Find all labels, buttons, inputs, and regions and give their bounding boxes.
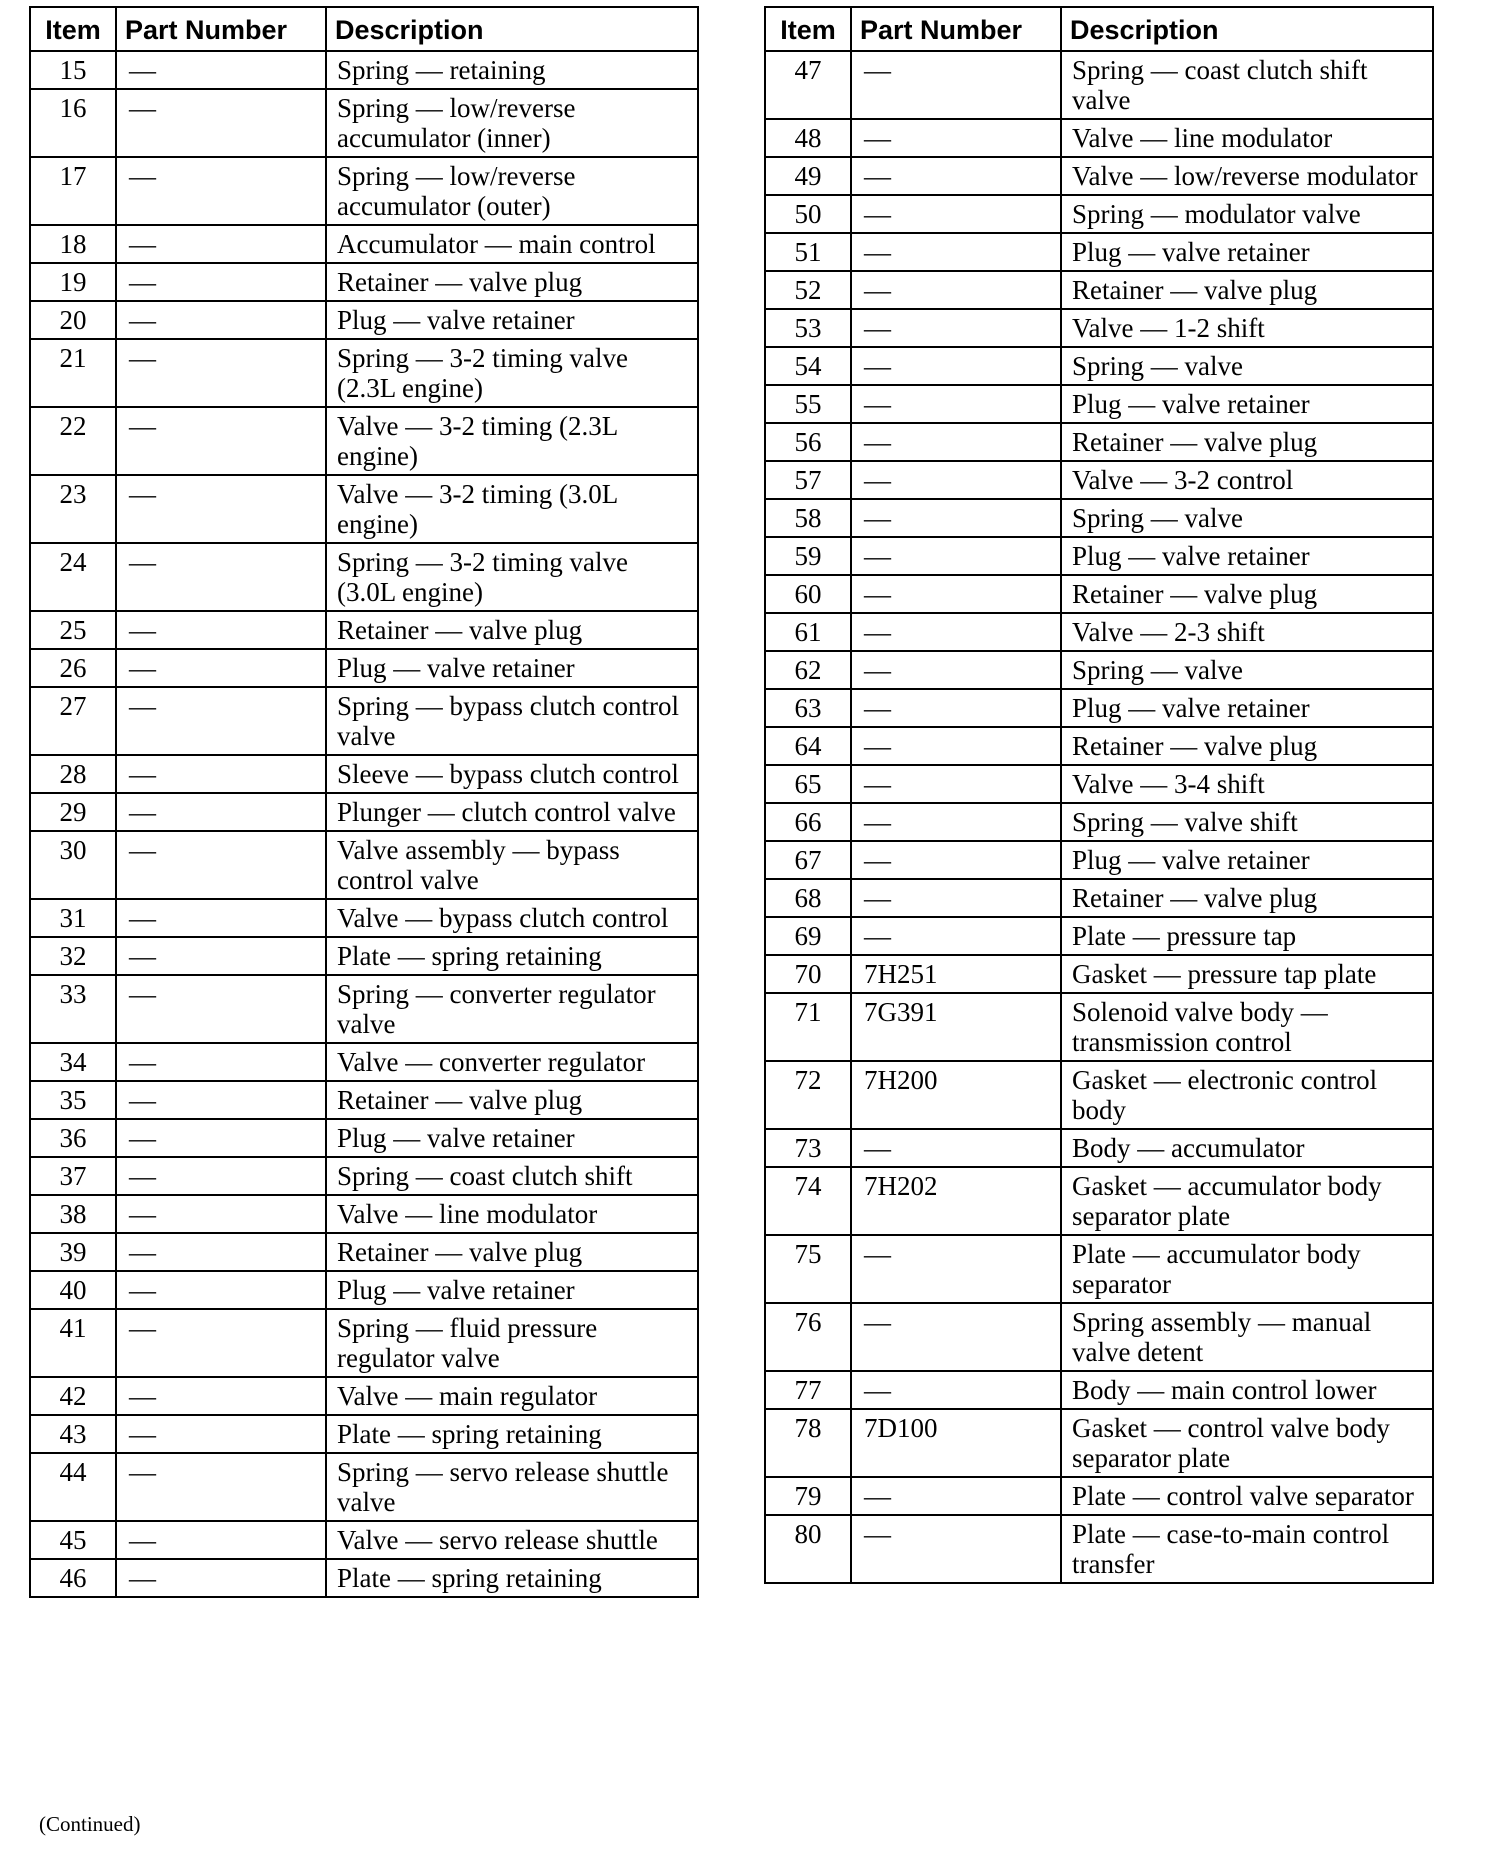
item-cell: 17: [30, 157, 116, 225]
description-cell: Plate — spring retaining: [326, 937, 698, 975]
part-number-cell: —: [116, 793, 326, 831]
item-cell: 25: [30, 611, 116, 649]
description-cell: Plug — valve retainer: [326, 649, 698, 687]
item-cell: 34: [30, 1043, 116, 1081]
item-cell: 41: [30, 1309, 116, 1377]
description-cell: Retainer — valve plug: [326, 611, 698, 649]
description-cell: Spring — retaining: [326, 51, 698, 89]
description-cell: Spring — coast clutch shift: [326, 1157, 698, 1195]
description-cell: Valve — 2-3 shift: [1061, 613, 1433, 651]
table-row: [765, 1061, 1433, 1129]
table-row: [30, 1415, 698, 1453]
part-number-cell: —: [116, 1195, 326, 1233]
description-cell: Gasket — electronic control body: [1061, 1061, 1433, 1129]
table-row: [765, 499, 1433, 537]
table-row: [765, 423, 1433, 461]
table-row: [765, 689, 1433, 727]
table-row: [30, 793, 698, 831]
item-cell: 31: [30, 899, 116, 937]
description-cell: Plate — accumulator body separator: [1061, 1235, 1433, 1303]
description-cell: Plate — case-to-main control transfer: [1061, 1515, 1433, 1583]
item-cell: 74: [765, 1167, 851, 1235]
item-cell: 37: [30, 1157, 116, 1195]
description-cell: Plug — valve retainer: [326, 1271, 698, 1309]
description-cell: Spring — valve shift: [1061, 803, 1433, 841]
item-cell: 59: [765, 537, 851, 575]
table-row: [765, 1477, 1433, 1515]
part-number-cell: —: [851, 1235, 1061, 1303]
table-row: [30, 225, 698, 263]
item-cell: 26: [30, 649, 116, 687]
description-cell: Spring — bypass clutch control valve: [326, 687, 698, 755]
item-cell: 28: [30, 755, 116, 793]
table-row: [30, 611, 698, 649]
item-cell: 78: [765, 1409, 851, 1477]
part-number-cell: —: [851, 1477, 1061, 1515]
part-number-cell: 7H202: [851, 1167, 1061, 1235]
part-number-cell: —: [116, 899, 326, 937]
table-row: [30, 687, 698, 755]
description-cell: Valve — line modulator: [326, 1195, 698, 1233]
description-cell: Plug — valve retainer: [1061, 689, 1433, 727]
part-number-cell: —: [851, 575, 1061, 613]
table-row: [30, 649, 698, 687]
table-row: [30, 339, 698, 407]
table-row: [30, 1119, 698, 1157]
item-cell: 54: [765, 347, 851, 385]
item-cell: 71: [765, 993, 851, 1061]
part-number-cell: —: [851, 917, 1061, 955]
part-number-cell: —: [116, 1453, 326, 1521]
part-number-cell: —: [851, 157, 1061, 195]
description-cell: Body — main control lower: [1061, 1371, 1433, 1409]
table-row: [765, 917, 1433, 955]
parts-table-right: [764, 6, 1434, 1584]
item-cell: 52: [765, 271, 851, 309]
part-number-cell: —: [116, 301, 326, 339]
description-cell: Spring — converter regulator valve: [326, 975, 698, 1043]
part-number-cell: —: [116, 543, 326, 611]
header-item: Item: [765, 7, 851, 51]
item-cell: 61: [765, 613, 851, 651]
part-number-cell: —: [116, 89, 326, 157]
description-cell: Spring — valve: [1061, 347, 1433, 385]
part-number-cell: —: [851, 385, 1061, 423]
description-cell: Plate — spring retaining: [326, 1559, 698, 1597]
part-number-cell: —: [851, 803, 1061, 841]
description-cell: Spring — 3-2 timing valve (2.3L engine): [326, 339, 698, 407]
part-number-cell: —: [851, 1515, 1061, 1583]
item-cell: 47: [765, 51, 851, 119]
part-number-cell: —: [116, 649, 326, 687]
header-part-number: Part Number: [851, 7, 1061, 51]
part-number-cell: —: [116, 937, 326, 975]
part-number-cell: —: [116, 831, 326, 899]
part-number-cell: —: [116, 611, 326, 649]
table-row: [30, 1309, 698, 1377]
table-row: [765, 385, 1433, 423]
table-row: [30, 1043, 698, 1081]
description-cell: Spring — low/reverse accumulator (outer): [326, 157, 698, 225]
description-cell: Plunger — clutch control valve: [326, 793, 698, 831]
part-number-cell: —: [116, 157, 326, 225]
description-cell: Retainer — valve plug: [1061, 271, 1433, 309]
item-cell: 16: [30, 89, 116, 157]
description-cell: Plug — valve retainer: [326, 1119, 698, 1157]
table-row: [765, 1409, 1433, 1477]
part-number-cell: 7G391: [851, 993, 1061, 1061]
description-cell: Retainer — valve plug: [1061, 727, 1433, 765]
table-row: [765, 119, 1433, 157]
item-cell: 32: [30, 937, 116, 975]
item-cell: 57: [765, 461, 851, 499]
part-number-cell: —: [116, 475, 326, 543]
item-cell: 77: [765, 1371, 851, 1409]
description-cell: Plug — valve retainer: [1061, 841, 1433, 879]
item-cell: 75: [765, 1235, 851, 1303]
item-cell: 23: [30, 475, 116, 543]
item-cell: 72: [765, 1061, 851, 1129]
table-row: [30, 1081, 698, 1119]
description-cell: Plate — spring retaining: [326, 1415, 698, 1453]
item-cell: 36: [30, 1119, 116, 1157]
table-row: [30, 1521, 698, 1559]
table-row: [765, 51, 1433, 119]
part-number-cell: —: [116, 1377, 326, 1415]
item-cell: 18: [30, 225, 116, 263]
table-row: [30, 89, 698, 157]
table-row: [765, 309, 1433, 347]
table-row: [765, 1235, 1433, 1303]
part-number-cell: —: [851, 233, 1061, 271]
item-cell: 60: [765, 575, 851, 613]
header-item: Item: [30, 7, 116, 51]
part-number-cell: —: [116, 1233, 326, 1271]
part-number-cell: —: [851, 537, 1061, 575]
item-cell: 48: [765, 119, 851, 157]
description-cell: Spring assembly — manual valve detent: [1061, 1303, 1433, 1371]
item-cell: 70: [765, 955, 851, 993]
part-number-cell: —: [851, 651, 1061, 689]
part-number-cell: —: [851, 1129, 1061, 1167]
part-number-cell: —: [116, 407, 326, 475]
description-cell: Body — accumulator: [1061, 1129, 1433, 1167]
part-number-cell: —: [116, 975, 326, 1043]
item-cell: 39: [30, 1233, 116, 1271]
part-number-cell: —: [851, 613, 1061, 651]
table-row: [30, 831, 698, 899]
table-row: [30, 1377, 698, 1415]
item-cell: 73: [765, 1129, 851, 1167]
part-number-cell: —: [851, 1303, 1061, 1371]
item-cell: 20: [30, 301, 116, 339]
item-cell: 53: [765, 309, 851, 347]
description-cell: Gasket — pressure tap plate: [1061, 955, 1433, 993]
part-number-cell: —: [851, 271, 1061, 309]
table-row: [765, 727, 1433, 765]
part-number-cell: —: [116, 1043, 326, 1081]
description-cell: Valve — 1-2 shift: [1061, 309, 1433, 347]
description-cell: Solenoid valve body — transmission control: [1061, 993, 1433, 1061]
part-number-cell: —: [116, 687, 326, 755]
table-row: [765, 879, 1433, 917]
item-cell: 45: [30, 1521, 116, 1559]
table-row: [765, 537, 1433, 575]
table-row: [765, 233, 1433, 271]
description-cell: Spring — servo release shuttle valve: [326, 1453, 698, 1521]
part-number-cell: —: [851, 195, 1061, 233]
part-number-cell: 7H200: [851, 1061, 1061, 1129]
table-row: [30, 263, 698, 301]
item-cell: 24: [30, 543, 116, 611]
item-cell: 49: [765, 157, 851, 195]
item-cell: 51: [765, 233, 851, 271]
item-cell: 66: [765, 803, 851, 841]
description-cell: Valve — 3-2 timing (2.3L engine): [326, 407, 698, 475]
description-cell: Valve — line modulator: [1061, 119, 1433, 157]
table-row: [765, 803, 1433, 841]
continued-note: (Continued): [39, 1812, 141, 1836]
description-cell: Gasket — control valve body separator plate: [1061, 1409, 1433, 1477]
table-row: [30, 899, 698, 937]
table-row: [30, 407, 698, 475]
table-row: [765, 955, 1433, 993]
description-cell: Spring — low/reverse accumulator (inner): [326, 89, 698, 157]
header-part-number: Part Number: [116, 7, 326, 51]
description-cell: Valve assembly — bypass control valve: [326, 831, 698, 899]
description-cell: Plate — control valve separator: [1061, 1477, 1433, 1515]
description-cell: Retainer — valve plug: [1061, 879, 1433, 917]
table-row: [30, 755, 698, 793]
item-cell: 21: [30, 339, 116, 407]
description-cell: Valve — bypass clutch control: [326, 899, 698, 937]
description-cell: Plug — valve retainer: [1061, 385, 1433, 423]
table-row: [765, 461, 1433, 499]
item-cell: 65: [765, 765, 851, 803]
description-cell: Retainer — valve plug: [326, 1233, 698, 1271]
part-number-cell: —: [116, 1559, 326, 1597]
part-number-cell: —: [851, 423, 1061, 461]
part-number-cell: —: [116, 755, 326, 793]
header-description: Description: [1061, 7, 1433, 51]
table-row: [765, 613, 1433, 651]
table-row: [765, 195, 1433, 233]
item-cell: 64: [765, 727, 851, 765]
table-row: [30, 157, 698, 225]
part-number-cell: —: [851, 347, 1061, 385]
table-row: [30, 1453, 698, 1521]
part-number-cell: 7H251: [851, 955, 1061, 993]
description-cell: Plug — valve retainer: [1061, 537, 1433, 575]
table-row: [765, 1371, 1433, 1409]
part-number-cell: —: [116, 1521, 326, 1559]
description-cell: Plate — pressure tap: [1061, 917, 1433, 955]
table-row: [765, 575, 1433, 613]
item-cell: 67: [765, 841, 851, 879]
item-cell: 62: [765, 651, 851, 689]
table-row: [30, 1195, 698, 1233]
table-row: [765, 1167, 1433, 1235]
table-row: [765, 157, 1433, 195]
description-cell: Valve — 3-4 shift: [1061, 765, 1433, 803]
item-cell: 30: [30, 831, 116, 899]
table-row: [30, 1233, 698, 1271]
table-row: [765, 1129, 1433, 1167]
description-cell: Valve — converter regulator: [326, 1043, 698, 1081]
part-number-cell: —: [116, 1415, 326, 1453]
description-cell: Sleeve — bypass clutch control: [326, 755, 698, 793]
description-cell: Spring — 3-2 timing valve (3.0L engine): [326, 543, 698, 611]
table-row: [30, 301, 698, 339]
item-cell: 40: [30, 1271, 116, 1309]
part-number-cell: —: [851, 51, 1061, 119]
item-cell: 63: [765, 689, 851, 727]
description-cell: Gasket — accumulator body separator plate: [1061, 1167, 1433, 1235]
item-cell: 58: [765, 499, 851, 537]
part-number-cell: —: [116, 51, 326, 89]
part-number-cell: —: [116, 225, 326, 263]
item-cell: 79: [765, 1477, 851, 1515]
item-cell: 56: [765, 423, 851, 461]
part-number-cell: —: [851, 689, 1061, 727]
table-row: [765, 765, 1433, 803]
part-number-cell: —: [851, 1371, 1061, 1409]
table-row: [30, 937, 698, 975]
table-row: [765, 651, 1433, 689]
description-cell: Plug — valve retainer: [326, 301, 698, 339]
table-row: [30, 975, 698, 1043]
part-number-cell: —: [851, 461, 1061, 499]
description-cell: Spring — fluid pressure regulator valve: [326, 1309, 698, 1377]
description-cell: Retainer — valve plug: [1061, 423, 1433, 461]
part-number-cell: —: [851, 309, 1061, 347]
description-cell: Plug — valve retainer: [1061, 233, 1433, 271]
part-number-cell: 7D100: [851, 1409, 1061, 1477]
item-cell: 38: [30, 1195, 116, 1233]
part-number-cell: —: [851, 841, 1061, 879]
part-number-cell: —: [116, 263, 326, 301]
description-cell: Retainer — valve plug: [1061, 575, 1433, 613]
table-row: [765, 347, 1433, 385]
part-number-cell: —: [851, 765, 1061, 803]
item-cell: 44: [30, 1453, 116, 1521]
description-cell: Spring — valve: [1061, 651, 1433, 689]
item-cell: 80: [765, 1515, 851, 1583]
item-cell: 42: [30, 1377, 116, 1415]
part-number-cell: —: [851, 119, 1061, 157]
header-description: Description: [326, 7, 698, 51]
item-cell: 50: [765, 195, 851, 233]
table-row: [765, 1515, 1433, 1583]
item-cell: 27: [30, 687, 116, 755]
description-cell: Retainer — valve plug: [326, 263, 698, 301]
table-row: [765, 841, 1433, 879]
description-cell: Valve — 3-2 control: [1061, 461, 1433, 499]
table-row: [765, 271, 1433, 309]
part-number-cell: —: [116, 1309, 326, 1377]
description-cell: Spring — coast clutch shift valve: [1061, 51, 1433, 119]
description-cell: Spring — modulator valve: [1061, 195, 1433, 233]
parts-table-left: [29, 6, 699, 1598]
item-cell: 15: [30, 51, 116, 89]
item-cell: 69: [765, 917, 851, 955]
description-cell: Valve — low/reverse modulator: [1061, 157, 1433, 195]
description-cell: Retainer — valve plug: [326, 1081, 698, 1119]
item-cell: 76: [765, 1303, 851, 1371]
table-row: [30, 51, 698, 89]
part-number-cell: —: [851, 499, 1061, 537]
part-number-cell: —: [116, 1081, 326, 1119]
description-cell: Valve — main regulator: [326, 1377, 698, 1415]
table-row: [30, 1271, 698, 1309]
item-cell: 68: [765, 879, 851, 917]
part-number-cell: —: [116, 1271, 326, 1309]
part-number-cell: —: [851, 879, 1061, 917]
table-row: [30, 543, 698, 611]
description-cell: Spring — valve: [1061, 499, 1433, 537]
description-cell: Valve — servo release shuttle: [326, 1521, 698, 1559]
part-number-cell: —: [851, 727, 1061, 765]
table-row: [30, 1559, 698, 1597]
item-cell: 35: [30, 1081, 116, 1119]
table-header-row: [765, 7, 1433, 51]
part-number-cell: —: [116, 1157, 326, 1195]
description-cell: Valve — 3-2 timing (3.0L engine): [326, 475, 698, 543]
item-cell: 29: [30, 793, 116, 831]
table-row: [30, 475, 698, 543]
item-cell: 19: [30, 263, 116, 301]
table-row: [30, 1157, 698, 1195]
item-cell: 55: [765, 385, 851, 423]
item-cell: 22: [30, 407, 116, 475]
item-cell: 43: [30, 1415, 116, 1453]
item-cell: 46: [30, 1559, 116, 1597]
part-number-cell: —: [116, 339, 326, 407]
description-cell: Accumulator — main control: [326, 225, 698, 263]
item-cell: 33: [30, 975, 116, 1043]
part-number-cell: —: [116, 1119, 326, 1157]
table-row: [765, 993, 1433, 1061]
table-row: [765, 1303, 1433, 1371]
table-header-row: [30, 7, 698, 51]
